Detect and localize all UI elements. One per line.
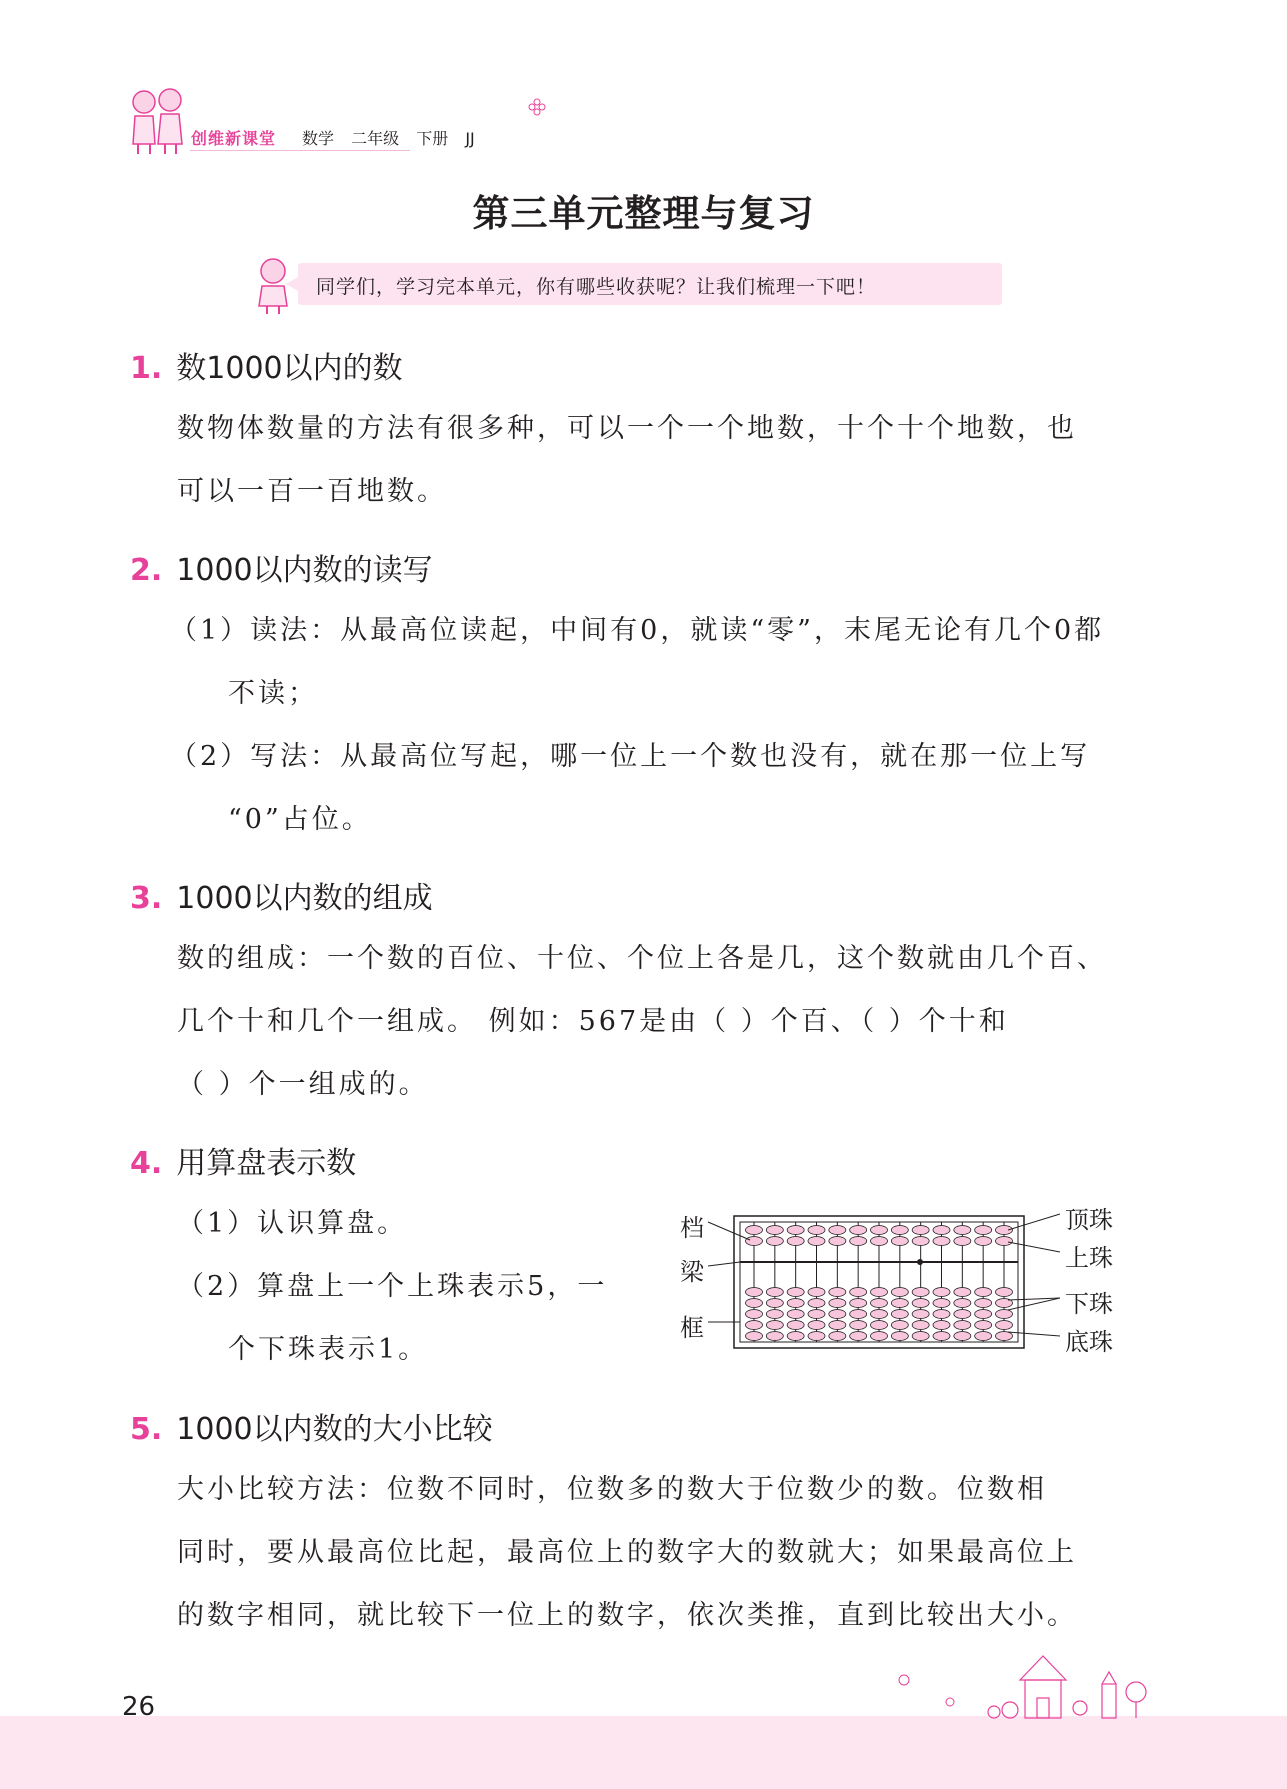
- abacus-lower-bead: [891, 1299, 908, 1308]
- abacus-lower-bead: [954, 1299, 971, 1308]
- abacus-lower-bead: [766, 1310, 783, 1319]
- section-number: 1.: [130, 351, 163, 386]
- abacus-lower-bead: [996, 1310, 1013, 1319]
- abacus-upper-bead: [850, 1237, 867, 1246]
- abacus-upper-bead: [871, 1237, 888, 1246]
- abacus-lower-bead: [954, 1288, 971, 1297]
- section-title: 1000以内数的组成: [176, 881, 433, 916]
- abacus-upper-bead: [912, 1237, 929, 1246]
- abacus-lower-bead: [766, 1288, 783, 1297]
- abacus-lower-bead: [871, 1310, 888, 1319]
- abacus-lower-bead: [829, 1310, 846, 1319]
- abacus-upper-bead: [933, 1237, 950, 1246]
- abacus-upper-bead: [891, 1226, 908, 1235]
- section-4-line-2: （2）算盘上一个上珠表示5，一: [177, 1271, 608, 1302]
- abacus-upper-bead: [891, 1237, 908, 1246]
- abacus-lower-bead: [996, 1332, 1013, 1341]
- abacus-lower-bead: [808, 1288, 825, 1297]
- section-3-line-1: 数的组成：一个数的百位、十位、个位上各是几，这个数就由几个百、: [177, 943, 1107, 974]
- section-1-line-2: 可以一百一百地数。: [177, 476, 447, 507]
- abacus-lower-bead: [766, 1332, 783, 1341]
- abacus-upper-bead: [746, 1226, 763, 1235]
- abacus-upper-bead: [996, 1226, 1013, 1235]
- abacus-lower-bead: [871, 1321, 888, 1330]
- section-2-line-2: 不读；: [228, 678, 318, 709]
- section-number: 5.: [130, 1412, 163, 1447]
- abacus-upper-bead: [766, 1237, 783, 1246]
- abacus-upper-bead: [954, 1237, 971, 1246]
- abacus-lower-bead: [746, 1299, 763, 1308]
- abacus-lower-bead: [746, 1288, 763, 1297]
- abacus-label-upper-bead: 上珠: [1065, 1244, 1113, 1272]
- abacus-lower-bead: [975, 1288, 992, 1297]
- section-3-line-2: 几个十和几个一组成。 例如：567是由（ ）个百、（ ）个十和: [177, 1006, 1009, 1037]
- abacus-upper-bead: [954, 1226, 971, 1235]
- abacus-lower-bead: [746, 1321, 763, 1330]
- abacus-label-beam: 梁: [680, 1258, 704, 1286]
- book-info: [302, 126, 487, 149]
- subject: 数学: [302, 129, 335, 148]
- section-number: 4.: [130, 1146, 163, 1181]
- abacus-label-lower-bead: 下珠: [1065, 1290, 1113, 1318]
- abacus-lower-bead: [975, 1321, 992, 1330]
- abacus-lower-bead: [912, 1332, 929, 1341]
- abacus-lower-bead: [912, 1288, 929, 1297]
- abacus-lower-bead: [787, 1332, 804, 1341]
- abacus-lower-bead: [933, 1321, 950, 1330]
- abacus-lower-bead: [912, 1310, 929, 1319]
- abacus-lower-bead: [829, 1332, 846, 1341]
- abacus-lower-bead: [787, 1288, 804, 1297]
- abacus-lower-bead: [954, 1332, 971, 1341]
- abacus-lower-bead: [933, 1288, 950, 1297]
- section-title: 数1000以内的数: [176, 351, 403, 386]
- section-2-line-4: “0”占位。: [228, 804, 372, 835]
- edition: JJ: [465, 129, 475, 148]
- abacus-upper-bead: [996, 1237, 1013, 1246]
- abacus-figure: [670, 1200, 1113, 1360]
- section-3-heading: [130, 873, 433, 917]
- section-title: 1000以内数的读写: [176, 553, 433, 588]
- abacus-lower-bead: [933, 1310, 950, 1319]
- abacus-lower-bead: [996, 1321, 1013, 1330]
- abacus-lower-bead: [871, 1299, 888, 1308]
- page-number: 26: [122, 1692, 156, 1722]
- section-2-line-3: （2）写法：从最高位写起，哪一位上一个数也没有，就在那一位上写: [170, 741, 1091, 772]
- abacus-lower-bead: [808, 1310, 825, 1319]
- abacus-lower-bead: [850, 1310, 867, 1319]
- abacus-upper-bead: [975, 1226, 992, 1235]
- abacus-lower-bead: [933, 1332, 950, 1341]
- abacus-lower-bead: [766, 1321, 783, 1330]
- abacus-upper-bead: [829, 1226, 846, 1235]
- grade: 二年级: [351, 129, 400, 148]
- kids-illustration-icon: [128, 86, 190, 156]
- abacus-upper-bead: [787, 1226, 804, 1235]
- abacus-lower-bead: [891, 1310, 908, 1319]
- section-5-heading: [130, 1404, 493, 1448]
- abacus-lower-bead: [850, 1299, 867, 1308]
- section-2-heading: [130, 545, 433, 589]
- abacus-upper-bead: [871, 1226, 888, 1235]
- abacus-upper-bead: [746, 1237, 763, 1246]
- section-5-line-3: 的数字相同，就比较下一位上的数字，依次类推，直到比较出大小。: [177, 1600, 1077, 1631]
- abacus-lower-bead: [871, 1288, 888, 1297]
- abacus-lower-bead: [787, 1321, 804, 1330]
- abacus-upper-bead: [808, 1237, 825, 1246]
- abacus-label-top-bead: 顶珠: [1065, 1206, 1113, 1234]
- abacus-lower-bead: [891, 1321, 908, 1330]
- header-rule: [190, 150, 410, 151]
- volume: 下册: [416, 129, 449, 148]
- abacus-lower-bead: [787, 1310, 804, 1319]
- brand-name: 创维新课堂: [191, 129, 277, 148]
- abacus-lower-bead: [871, 1332, 888, 1341]
- abacus-lower-bead: [829, 1321, 846, 1330]
- abacus-lower-bead: [891, 1288, 908, 1297]
- abacus-upper-bead: [829, 1237, 846, 1246]
- abacus-label-frame: 框: [680, 1314, 704, 1342]
- section-4-heading: [130, 1138, 356, 1182]
- abacus-lower-bead: [808, 1332, 825, 1341]
- abacus-upper-bead: [933, 1226, 950, 1235]
- footer-band: [0, 1716, 1287, 1789]
- abacus-upper-bead: [975, 1237, 992, 1246]
- section-4-line-1: （1）认识算盘。: [177, 1208, 408, 1239]
- abacus-lower-bead: [891, 1332, 908, 1341]
- abacus-lower-bead: [912, 1299, 929, 1308]
- section-1-line-1: 数物体数量的方法有很多种，可以一个一个地数，十个十个地数，也: [177, 413, 1077, 444]
- abacus-lower-bead: [954, 1310, 971, 1319]
- intro-bubble: [298, 263, 1002, 305]
- abacus-lower-bead: [829, 1288, 846, 1297]
- abacus-lower-bead: [850, 1321, 867, 1330]
- abacus-lower-bead: [850, 1288, 867, 1297]
- section-5-line-2: 同时，要从最高位比起，最高位上的数字大的数就大；如果最高位上: [177, 1537, 1077, 1568]
- abacus-lower-bead: [746, 1332, 763, 1341]
- abacus-upper-bead: [850, 1226, 867, 1235]
- abacus-icon: [670, 1200, 1100, 1360]
- abacus-label-rod: 档: [680, 1214, 704, 1242]
- abacus-upper-bead: [912, 1226, 929, 1235]
- abacus-lower-bead: [975, 1310, 992, 1319]
- page-title: 第三单元整理与复习: [472, 192, 815, 235]
- abacus-label-bottom-bead: 底珠: [1065, 1328, 1113, 1356]
- abacus-lower-bead: [787, 1299, 804, 1308]
- abacus-lower-bead: [766, 1299, 783, 1308]
- abacus-lower-bead: [975, 1299, 992, 1308]
- abacus-lower-bead: [746, 1310, 763, 1319]
- section-4-line-3: 个下珠表示1。: [228, 1334, 429, 1365]
- section-2-line-1: （1）读法：从最高位读起，中间有0，就读“零”，末尾无论有几个0都: [170, 615, 1105, 646]
- abacus-lower-bead: [975, 1332, 992, 1341]
- abacus-lower-bead: [954, 1321, 971, 1330]
- section-5-line-1: 大小比较方法：位数不同时，位数多的数大于位数少的数。位数相: [177, 1474, 1047, 1505]
- abacus-lower-bead: [808, 1299, 825, 1308]
- section-number: 2.: [130, 553, 163, 588]
- page-header: [128, 86, 548, 156]
- abacus-lower-bead: [829, 1299, 846, 1308]
- castle-decoration-icon: [880, 1650, 1180, 1720]
- abacus-upper-bead: [766, 1226, 783, 1235]
- abacus-lower-bead: [808, 1321, 825, 1330]
- section-1-heading: [130, 343, 403, 387]
- abacus-lower-bead: [996, 1288, 1013, 1297]
- intro-text: 同学们，学习完本单元，你有哪些收获呢？让我们梳理一下吧！: [316, 276, 877, 298]
- section-number: 3.: [130, 881, 163, 916]
- abacus-lower-bead: [912, 1321, 929, 1330]
- section-title: 1000以内数的大小比较: [176, 1412, 493, 1447]
- abacus-lower-bead: [850, 1332, 867, 1341]
- section-title: 用算盘表示数: [176, 1146, 357, 1181]
- abacus-upper-bead: [808, 1226, 825, 1235]
- section-3-line-3: （ ）个一组成的。: [177, 1069, 429, 1100]
- abacus-lower-bead: [933, 1299, 950, 1308]
- abacus-upper-bead: [787, 1237, 804, 1246]
- flower-icon: [528, 98, 546, 116]
